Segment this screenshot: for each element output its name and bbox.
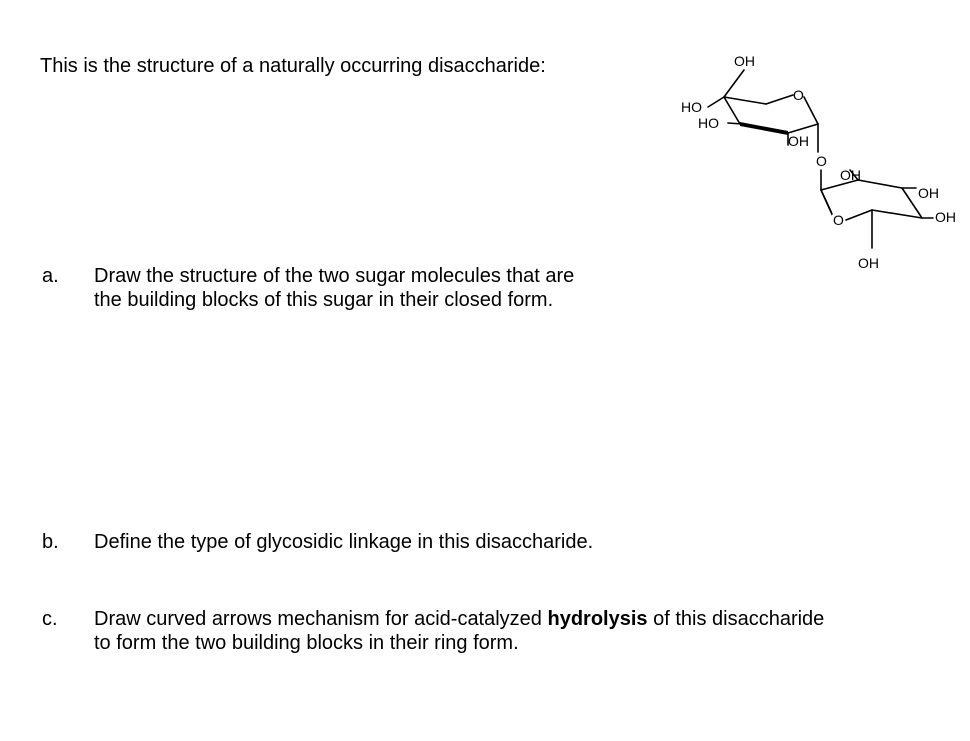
- intro-text: This is the structure of a naturally occurring disaccharide:: [40, 55, 546, 77]
- glycosidic-oxygen: O: [816, 153, 827, 169]
- ring-1-ho-upper: HO: [681, 99, 702, 115]
- ring-2-bonds: [821, 170, 933, 248]
- ring-2-oh-bottom: OH: [858, 255, 879, 271]
- question-c-bold-term: hydrolysis: [547, 608, 648, 630]
- ring-1-oh-top: OH: [734, 53, 755, 69]
- question-c-text-pre: Draw curved arrows mechanism for acid-catalyzed: [94, 608, 548, 630]
- ring-2-oh-top: OH: [840, 167, 861, 183]
- question-a-line-1: Draw the structure of the two sugar molecules that are: [94, 265, 575, 287]
- disaccharide-structure: [660, 40, 970, 280]
- question-c-text: [94, 607, 824, 655]
- question-c-text-post: of this disaccharide: [647, 608, 825, 630]
- question-c-line-1: [94, 607, 824, 631]
- question-c-line-2: to form the two building blocks in their ring form.: [94, 632, 519, 654]
- question-b-label: b.: [42, 531, 59, 553]
- ring-2-oh-right-upper: OH: [918, 185, 939, 201]
- ring-1-oh-bottom: OH: [788, 133, 809, 149]
- ring-1-wedge-bond: [740, 122, 788, 135]
- question-a-line-2: the building blocks of this sugar in their closed form.: [94, 289, 554, 311]
- ring-1-ho-lower: HO: [698, 115, 719, 131]
- ring-2-oxygen: O: [833, 212, 844, 228]
- question-b-line-1: Define the type of glycosidic linkage in this disaccharide.: [94, 531, 594, 553]
- question-b-text: [94, 530, 593, 554]
- question-a-label: a.: [42, 265, 59, 287]
- ring-2-oh-right-lower: OH: [935, 209, 956, 225]
- ring-2-wedge-bond: [821, 188, 832, 216]
- ring-1-oxygen: O: [793, 87, 804, 103]
- question-c-label: c.: [42, 608, 58, 630]
- question-a-text: [94, 264, 574, 312]
